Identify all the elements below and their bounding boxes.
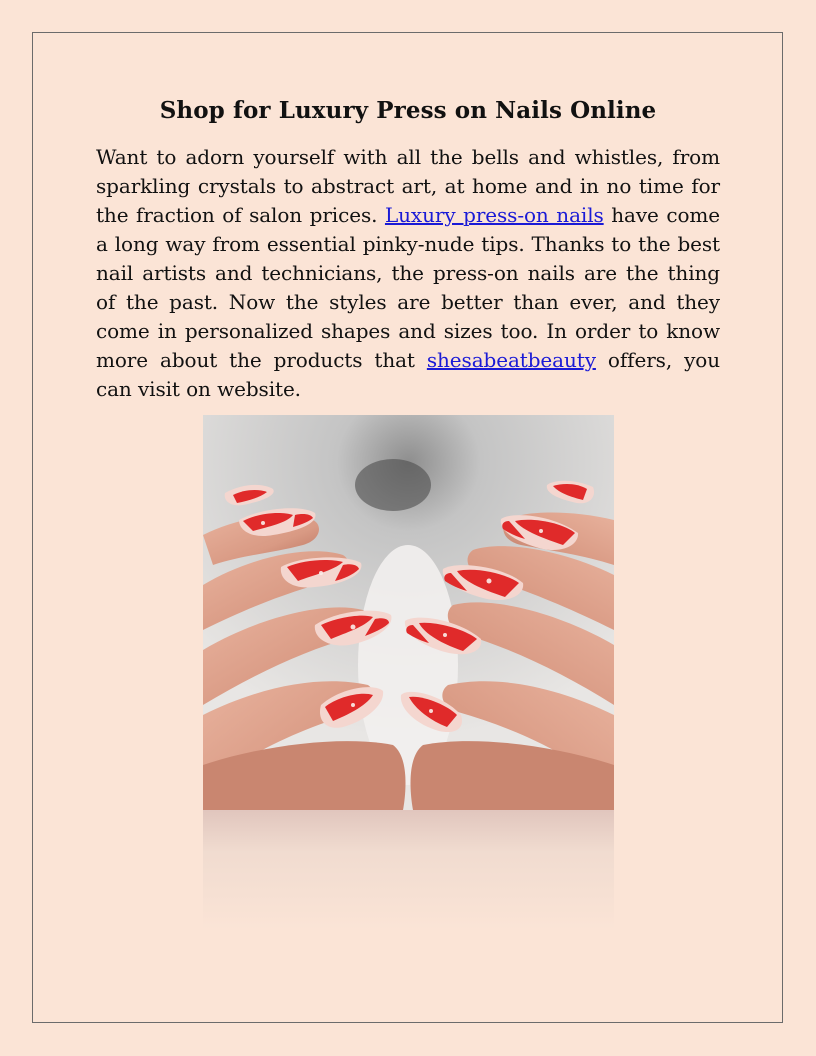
nails-photo: [203, 415, 614, 810]
paragraph-text-2: have come a long way from essential pinky-nude tips. Thanks to the best nail artists and technicians, the press-on nails are the thing of the past. Now the styles are better than ever, and they come in personalized shapes and sizes too. In order to know more about the products that: [96, 203, 720, 372]
body-paragraph: [96, 143, 720, 404]
shesabeatbeauty-link[interactable]: shesabeatbeauty: [426, 348, 596, 372]
hands-illustration: [203, 415, 614, 810]
luxury-press-on-nails-link[interactable]: Luxury press-on nails: [384, 203, 604, 227]
document-title: Shop for Luxury Press on Nails Online: [159, 97, 657, 124]
photo-reflection: [203, 810, 614, 930]
paragraph-text-1: Want to adorn yourself with all the bells and whistles, from sparkling crystals to abstract art, at home and in no time for the fraction of salon prices.: [96, 145, 720, 227]
paragraph-text-3: offers, you can visit on website.: [96, 348, 720, 401]
